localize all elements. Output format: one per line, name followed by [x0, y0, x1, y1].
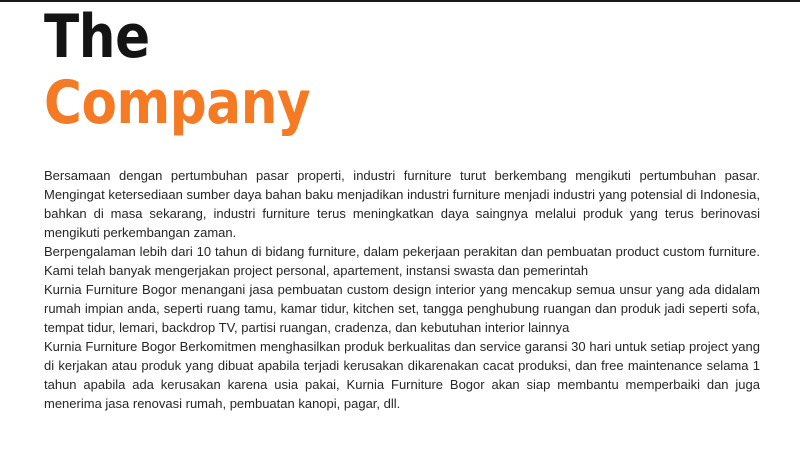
paragraph-experience: Berpengalaman lebih dari 10 tahun di bidang furniture, dalam pekerjaan perakitan dan pembuatan product custom furniture. Kami telah banyak mengerjakan project personal, apartement, instansi swasta dan pemerintah [44, 244, 760, 278]
company-description [44, 166, 760, 413]
title-line-the: The [44, 2, 150, 72]
page-title [44, 4, 310, 136]
title-line-company: Company [44, 68, 311, 138]
paragraph-services: Kurnia Furniture Bogor menangani jasa pembuatan custom design interior yang mencakup semua unsur yang ada didalam rumah impian anda, seperti ruang tamu, kamar tidur, kitchen set, tangga penghubung ruangan dan produk jadi seperti sofa, tempat tidur, lemari, backdrop TV, partisi ruangan, cradenza, dan kebutuhan interior lainnya [44, 282, 760, 335]
paragraph-commitment: Kurnia Furniture Bogor Berkomitmen menghasilkan produk berkualitas dan service garansi 30 hari untuk setiap project yang di kerjakan atau produk yang dibuat apabila terjadi kerusakan dikarenakan cacat produksi, dan free maintenance selama 1 tahun apabila ada kerusakan karena usia pakai, Kurnia Furniture Bogor akan siap membantu memperbaiki dan juga menerima jasa renovasi rumah, pembuatan kanopi, pagar, dll. [44, 339, 760, 411]
paragraph-market-growth: Bersamaan dengan pertumbuhan pasar properti, industri furniture turut berkembang mengikuti pertumbuhan pasar. Mengingat ketersediaan sumber daya bahan baku menjadikan industri furniture menjadi industri yang potensial di Indonesia, bahkan di masa sekarang, industri furniture terus meningkatkan daya saingnya melalui produk yang terus berinovasi mengikuti perkembangan zaman. [44, 168, 760, 240]
